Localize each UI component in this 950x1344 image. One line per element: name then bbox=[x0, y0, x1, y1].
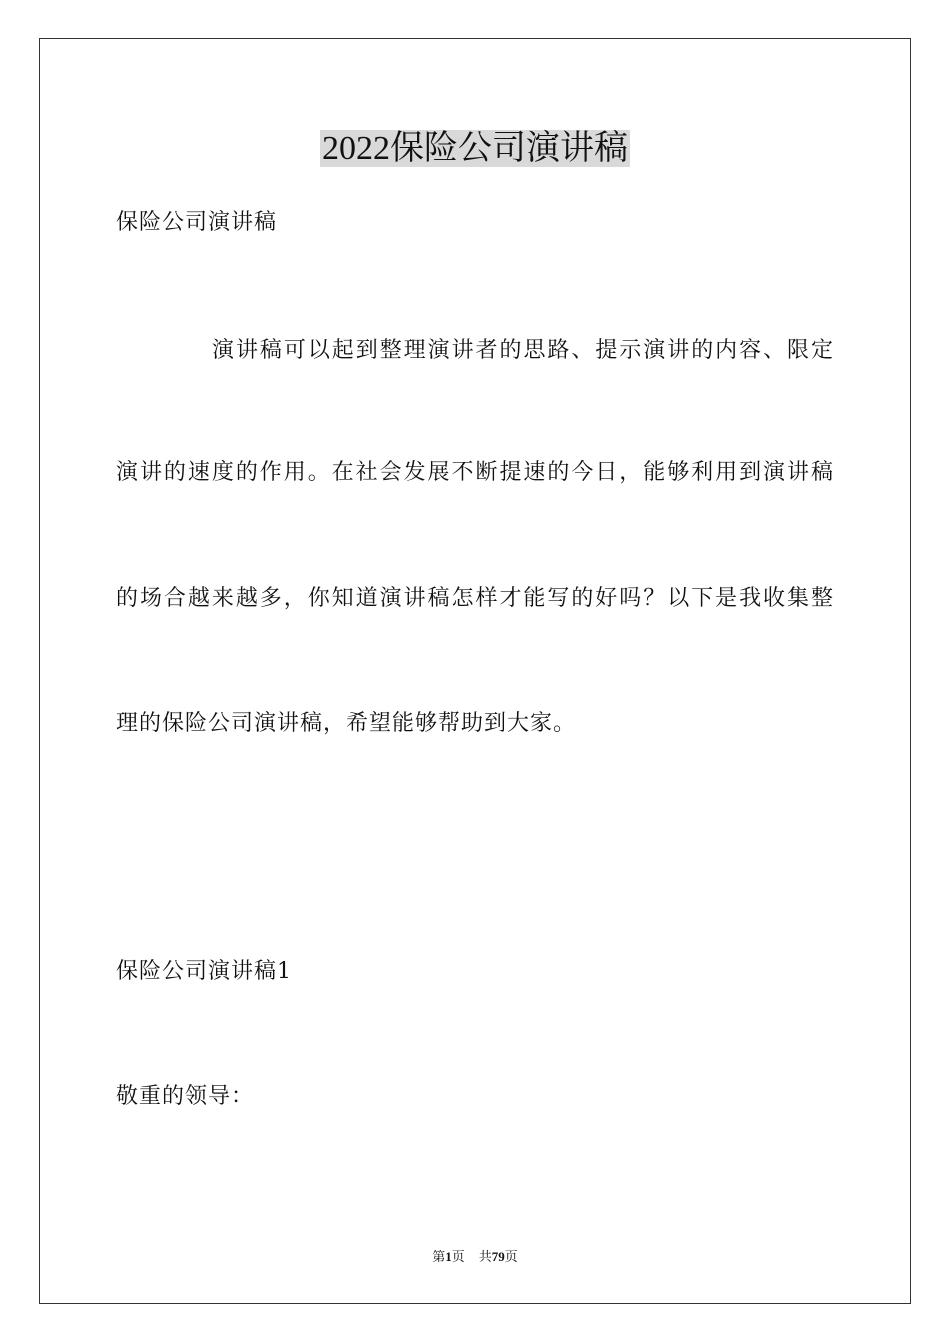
document-subtitle: 保险公司演讲稿 bbox=[116, 210, 278, 235]
footer-total-pages: 79 bbox=[491, 1249, 505, 1264]
footer-total-suffix: 页 bbox=[504, 1249, 518, 1264]
intro-line-3: 的场合越来越多，你知道演讲稿怎样才能写的好吗？以下是我收集整 bbox=[116, 586, 834, 611]
document-title-text: 2022保险公司演讲稿 bbox=[322, 130, 628, 167]
page-footer bbox=[0, 1248, 950, 1266]
section-heading: 保险公司演讲稿1 bbox=[116, 959, 292, 984]
salutation: 敬重的领导： bbox=[116, 1084, 255, 1109]
footer-page-suffix: 页 bbox=[451, 1249, 465, 1264]
footer-total-prefix: 共 bbox=[478, 1249, 492, 1264]
footer-page-prefix: 第 bbox=[432, 1249, 446, 1264]
intro-line-2: 演讲的速度的作用。在社会发展不断提速的今日，能够利用到演讲稿 bbox=[116, 460, 834, 485]
intro-line-1: 演讲稿可以起到整理演讲者的思路、提示演讲的内容、限定 bbox=[212, 338, 834, 363]
footer-page-number: 1 bbox=[445, 1249, 452, 1264]
intro-line-4: 理的保险公司演讲稿，希望能够帮助到大家。 bbox=[116, 711, 577, 736]
document-title bbox=[0, 127, 950, 171]
